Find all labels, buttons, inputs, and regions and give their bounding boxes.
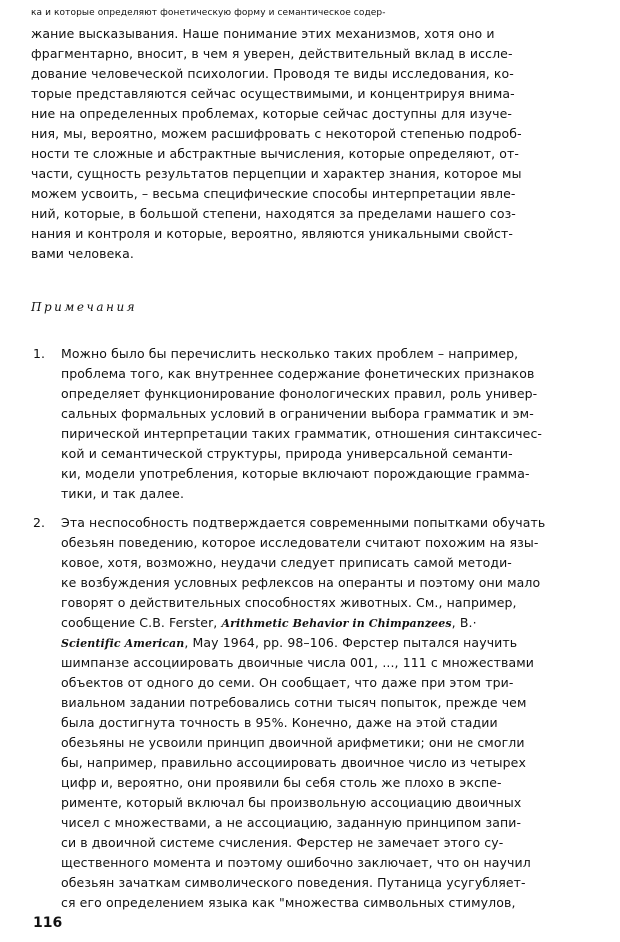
- note-text-line: цифр и, вероятно, они проявили бы себя столь же плохо в экспе-: [61, 775, 502, 790]
- body-text-line: ка и которые определяют фонетическую форму и семантическое содер-: [31, 8, 386, 18]
- notes-heading: Примечания: [31, 300, 138, 314]
- body-text-line: фрагментарно, вносит, в чем я уверен, действительный вклад в иссле-: [31, 46, 513, 61]
- note-text-line: обезьян поведению, которое исследователи считают похожим на язы-: [61, 535, 539, 550]
- page-number: 116: [33, 915, 63, 931]
- body-text-line: ности те сложные и абстрактные вычисления, которые определяют, от-: [31, 146, 519, 161]
- note-text-line: бы, например, правильно ассоциировать двоичное число из четырех: [61, 755, 526, 770]
- note-text-line: обезьяны не усвоили принцип двоичной арифметики; они не смогли: [61, 735, 525, 750]
- journal-details: , May 1964, pp. 98–106. Ферстер пытался научить: [184, 635, 518, 650]
- note-text-line: ке возбуждения условных рефлексов на операнты и поэтому они мало: [61, 575, 541, 590]
- note-text-line: ковое, хотя, возможно, неудачи следует приписать самой методи-: [61, 555, 512, 570]
- body-text-line: ния, мы, вероятно, можем расшифровать с некоторой степенью подроб-: [31, 126, 522, 141]
- note-text-line: тики, и так далее.: [61, 486, 185, 501]
- body-text-line: ние на определенных проблемах, которые сейчас доступны для изуче-: [31, 106, 512, 121]
- note-text-line: определяет функционирование фонологических правил, роль универ-: [61, 386, 538, 401]
- body-text-line: дование человеческой психологии. Проводя те виды исследования, ко-: [31, 66, 514, 81]
- note-text-line: была достигнута точность в 95%. Конечно, даже на этой стадии: [61, 715, 498, 730]
- body-text-line: жание высказывания. Наше понимание этих механизмов, хотя оно и: [31, 26, 495, 41]
- note-text-line: сальных формальных условий в ограничении выбора грамматик и эм-: [61, 406, 534, 421]
- note-text-line: объектов от одного до семи. Он сообщает, что даже при этом три-: [61, 675, 514, 690]
- citation-suffix: , В.·: [451, 615, 477, 630]
- note-text-line: ки, модели употребления, которые включают порождающие грамма-: [61, 466, 530, 481]
- citation-line: [61, 635, 517, 652]
- body-text-line: ний, которые, в большой степени, находятся за пределами нашего соз-: [31, 206, 516, 221]
- note-text-line: пирической интерпретации таких грамматик, отношения синтаксичес-: [61, 426, 543, 441]
- note-text-line: Можно было бы перечислить несколько таких проблем – например,: [61, 346, 519, 361]
- body-text-line: вами человека.: [31, 246, 134, 261]
- body-text-line: можем усвоить, – весьма специфические способы интерпретации явле-: [31, 186, 516, 201]
- note-text-line: кой и семантической структуры, природа универсальной семанти-: [61, 446, 513, 461]
- note-text-line: рименте, который включал бы произвольную ассоциацию двоичных: [61, 795, 522, 810]
- note-text-line: говорят о действительных способностях животных. См., например,: [61, 595, 517, 610]
- citation-title: Arithmetic Behavior in Chimpanzees: [221, 617, 452, 630]
- citation-line: [61, 615, 477, 632]
- note-text-line: обезьян зачаткам символического поведения. Путаница усугубляет-: [61, 875, 526, 890]
- body-text-line: нания и контроля и которые, вероятно, являются уникальными свойст-: [31, 226, 513, 241]
- note-text-line: чисел с множествами, а не ассоциацию, заданную принципом запи-: [61, 815, 522, 830]
- note-number: 1.: [33, 346, 45, 361]
- note-text-line: ся его определением языка как "множества символьных стимулов,: [61, 895, 516, 910]
- note-text-line: си в двоичной системе счисления. Ферстер не замечает этого су-: [61, 835, 504, 850]
- note-text-line: щественного момента и поэтому ошибочно заключает, что он научил: [61, 855, 531, 870]
- note-text-line: Эта неспособность подтверждается современными попытками обучать: [61, 515, 546, 530]
- body-text-line: торые представляются сейчас осуществимыми, и концентрируя внима-: [31, 86, 515, 101]
- note-number: 2.: [33, 515, 45, 530]
- note-text-line: проблема того, как внутреннее содержание фонетических признаков: [61, 366, 535, 381]
- citation-author: сообщение C.B. Ferster,: [61, 615, 218, 630]
- journal-name: Scientific American: [61, 637, 185, 650]
- note-text-line: виальном задании потребовались сотни тысяч попыток, прежде чем: [61, 695, 527, 710]
- note-text-line: шимпанзе ассоциировать двоичные числа 001, ..., 111 с множествами: [61, 655, 535, 670]
- body-text-line: части, сущность результатов перцепции и характер знания, которое мы: [31, 166, 522, 181]
